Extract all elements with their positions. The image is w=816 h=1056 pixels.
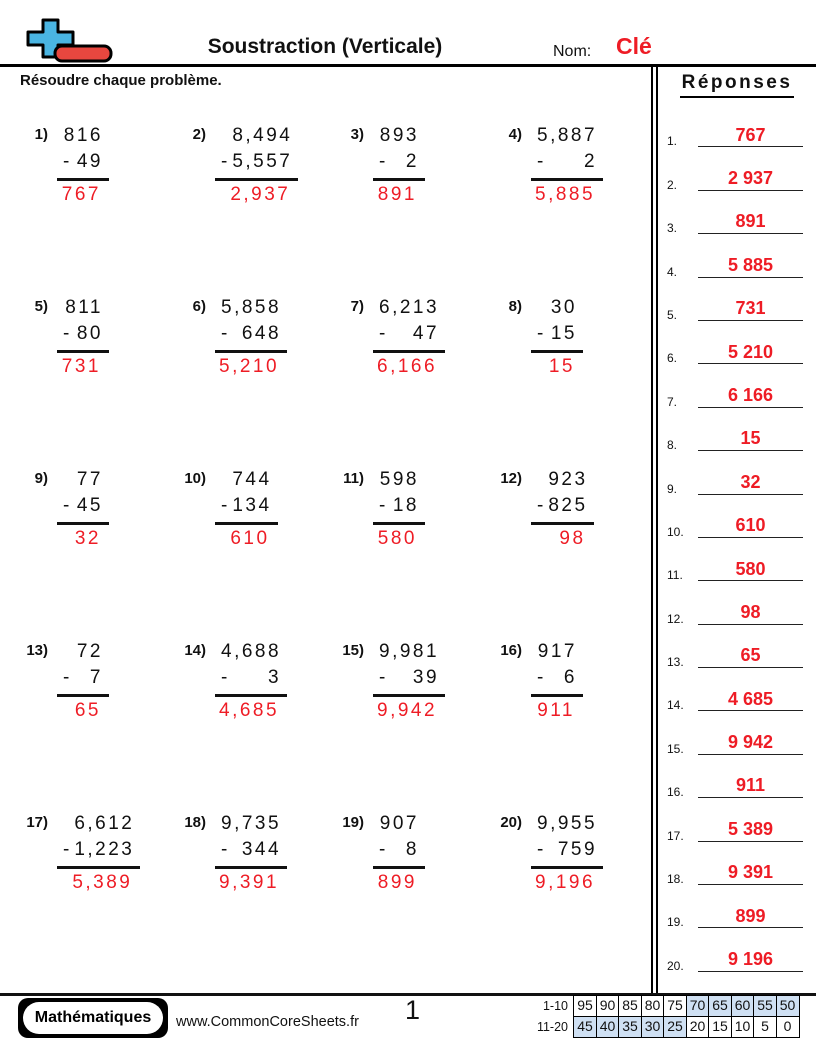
minus-sign: - — [221, 151, 228, 172]
minuend: 811 — [65, 297, 103, 318]
subtraction-block — [57, 467, 109, 525]
subtrahend-row — [379, 149, 419, 175]
answer-number: 3. — [667, 221, 678, 236]
problem-number: 15) — [342, 642, 364, 659]
problem — [14, 295, 172, 467]
problem-number: 8) — [508, 298, 522, 315]
answer-blank — [698, 343, 803, 365]
answer-blank — [698, 950, 803, 972]
problem-answer: 767 — [61, 184, 101, 205]
problem-answer: 5,885 — [535, 184, 596, 205]
subtrahend: 648 — [241, 323, 282, 344]
problem-answer: 9,391 — [219, 872, 280, 893]
grading-row — [528, 1016, 800, 1038]
minuend: 6,612 — [74, 813, 135, 834]
grading-cell: 80 — [641, 995, 665, 1017]
problem-column — [373, 123, 425, 206]
subtrahend: 5,557 — [232, 151, 293, 172]
problem-column — [531, 295, 583, 378]
answer-blank — [698, 690, 803, 712]
answer-value: 9 942 — [727, 732, 774, 753]
answer-value: 911 — [735, 775, 766, 796]
subtraction-block — [373, 811, 425, 869]
answer-value: 9 391 — [727, 862, 774, 883]
website-text: www.CommonCoreSheets.fr — [176, 1014, 359, 1030]
subtrahend-row — [221, 493, 272, 519]
subtrahend: 825 — [548, 495, 588, 516]
minuend: 744 — [232, 469, 272, 490]
subtrahend: 49 — [76, 151, 103, 172]
problem-number: 10) — [184, 470, 206, 487]
problem — [488, 639, 646, 811]
brand-label: Mathématiques — [23, 1002, 163, 1034]
problem-number: 1) — [34, 126, 48, 143]
problem-column — [215, 467, 278, 550]
subtraction-block — [373, 295, 445, 353]
brand-badge — [18, 998, 168, 1038]
problem — [172, 811, 330, 983]
answer-item — [658, 801, 816, 844]
problem — [330, 123, 488, 295]
subtrahend: 80 — [76, 323, 103, 344]
answer-item — [658, 888, 816, 931]
problem-answer: 5,389 — [72, 872, 133, 893]
answer-blank — [698, 429, 803, 451]
answer-number: 4. — [667, 264, 678, 279]
problem — [172, 123, 330, 295]
minus-sign: - — [63, 839, 70, 860]
minuend: 4,688 — [221, 641, 282, 662]
answer-value: 9 196 — [727, 949, 774, 970]
grading-cell: 60 — [731, 995, 755, 1017]
answer-item — [658, 367, 816, 410]
problem-number: 7) — [350, 298, 364, 315]
minuend: 893 — [379, 125, 419, 146]
subtrahend: 45 — [76, 495, 103, 516]
answer-value: 5 210 — [727, 341, 774, 362]
answer-item — [658, 281, 816, 324]
minus-sign: - — [63, 151, 70, 172]
problem — [330, 295, 488, 467]
subtrahend: 6 — [563, 667, 577, 688]
minus-sign: - — [63, 323, 70, 344]
page-title: Soustraction (Verticale) — [207, 35, 443, 58]
minus-sign: - — [379, 323, 386, 344]
subtraction-block — [57, 639, 109, 697]
answer-number: 19. — [667, 915, 684, 930]
answer-item — [658, 714, 816, 757]
subtrahend-row — [221, 837, 281, 863]
problem — [330, 639, 488, 811]
problem-number: 18) — [184, 814, 206, 831]
minuend: 5,887 — [537, 125, 598, 146]
problem-number: 17) — [26, 814, 48, 831]
grading-cell: 45 — [573, 1016, 597, 1038]
answer-item — [658, 584, 816, 627]
minuend: 6,213 — [379, 297, 440, 318]
subtrahend-row — [537, 665, 577, 691]
answer-blank — [698, 733, 803, 755]
minus-sign: - — [379, 839, 386, 860]
subtrahend-row — [537, 837, 597, 863]
minus-sign: - — [379, 667, 386, 688]
problem — [330, 811, 488, 983]
answer-value: 610 — [735, 515, 766, 536]
problem — [488, 467, 646, 639]
answer-number: 10. — [667, 524, 684, 539]
problem-answer: 731 — [61, 356, 101, 377]
answers-sidebar — [651, 64, 816, 994]
name-value: Clé — [616, 33, 652, 59]
grading-cell: 15 — [708, 1016, 732, 1038]
problem — [172, 467, 330, 639]
answer-value: 6 166 — [727, 384, 774, 405]
grading-cell: 0 — [776, 1016, 800, 1038]
problem-column — [215, 295, 287, 378]
answer-value: 32 — [740, 471, 761, 492]
problem-column — [215, 639, 287, 722]
problem-column — [57, 639, 109, 722]
problem-column — [373, 639, 445, 722]
answer-value: 2 937 — [727, 167, 774, 188]
answer-number: 2. — [667, 177, 678, 192]
minuend: 907 — [379, 813, 419, 834]
subtraction-block — [373, 467, 425, 525]
problem-number: 12) — [500, 470, 522, 487]
grading-cell: 40 — [596, 1016, 620, 1038]
answer-value: 15 — [740, 428, 761, 449]
answer-value: 891 — [735, 211, 766, 232]
problem — [14, 467, 172, 639]
answers-list — [658, 107, 816, 975]
grading-row — [528, 995, 800, 1017]
problem-number: 9) — [34, 470, 48, 487]
answer-item — [658, 845, 816, 888]
minus-sign: - — [221, 495, 228, 516]
problem — [14, 123, 172, 295]
problem-answer: 891 — [377, 184, 417, 205]
grading-cell: 35 — [618, 1016, 642, 1038]
problem-column — [57, 295, 109, 378]
minuend: 9,955 — [537, 813, 598, 834]
grading-cell: 90 — [596, 995, 620, 1017]
answer-item — [658, 194, 816, 237]
grading-cell: 50 — [776, 995, 800, 1017]
subtraction-block — [531, 295, 583, 353]
problem-answer: 911 — [537, 700, 575, 721]
subtrahend-row — [537, 149, 597, 175]
answer-item — [658, 411, 816, 454]
answer-value: 5 389 — [727, 818, 774, 839]
minus-sign: - — [221, 667, 228, 688]
minuend: 9,735 — [221, 813, 282, 834]
grading-cell: 75 — [663, 995, 687, 1017]
answer-number: 20. — [667, 958, 684, 973]
answer-number: 14. — [667, 698, 684, 713]
problem-answer: 580 — [377, 528, 417, 549]
answer-blank — [698, 169, 803, 191]
answer-value: 65 — [740, 645, 761, 666]
subtrahend-row — [63, 493, 103, 519]
answer-number: 18. — [667, 872, 684, 887]
answer-item — [658, 150, 816, 193]
subtrahend: 15 — [550, 323, 577, 344]
subtrahend: 344 — [241, 839, 282, 860]
subtrahend: 47 — [412, 323, 440, 344]
problem-column — [531, 467, 594, 550]
answer-number: 15. — [667, 741, 684, 756]
problem-number: 4) — [508, 126, 522, 143]
subtraction-block — [373, 123, 425, 181]
answer-item — [658, 671, 816, 714]
problem-answer: 9,942 — [377, 700, 438, 721]
answer-number: 13. — [667, 655, 684, 670]
problem-number: 20) — [500, 814, 522, 831]
minus-sign: - — [537, 495, 544, 516]
answer-value: 5 885 — [727, 254, 774, 275]
problem — [14, 639, 172, 811]
subtrahend-row — [379, 665, 439, 691]
name-label: Nom: — [553, 43, 592, 60]
grading-cell: 25 — [663, 1016, 687, 1038]
problem-answer: 32 — [74, 528, 101, 549]
minuend: 598 — [379, 469, 419, 490]
grading-cell: 55 — [753, 995, 777, 1017]
subtrahend: 2 — [583, 151, 598, 172]
grading-table — [528, 995, 800, 1038]
subtraction-block — [215, 639, 287, 697]
instruction-text: Résoudre chaque problème. — [20, 72, 222, 89]
minus-sign: - — [379, 495, 386, 516]
subtrahend: 7 — [89, 667, 103, 688]
subtrahend: 134 — [232, 495, 272, 516]
grading-cell: 30 — [641, 1016, 665, 1038]
answer-number: 16. — [667, 785, 684, 800]
subtrahend-row — [379, 837, 419, 863]
subtrahend: 1,223 — [74, 839, 135, 860]
problems-grid — [14, 123, 650, 983]
problem-column — [531, 123, 603, 206]
subtraction-block — [531, 467, 594, 525]
problem-column — [57, 811, 140, 894]
minus-sign: - — [63, 667, 70, 688]
answer-number: 17. — [667, 828, 684, 843]
problem-answer: 9,196 — [535, 872, 596, 893]
subtrahend: 759 — [557, 839, 598, 860]
answer-value: 767 — [735, 124, 766, 145]
answer-number: 11. — [667, 568, 683, 583]
minus-sign: - — [537, 667, 544, 688]
answer-item — [658, 237, 816, 280]
problem-number: 3) — [350, 126, 364, 143]
problem-answer: 899 — [377, 872, 417, 893]
minuend: 30 — [550, 297, 577, 318]
problem-column — [373, 811, 425, 894]
subtraction-block — [531, 123, 603, 181]
problem-column — [215, 811, 287, 894]
minus-sign: - — [221, 323, 228, 344]
answer-blank — [698, 516, 803, 538]
minuend: 917 — [537, 641, 577, 662]
subtrahend: 8 — [405, 839, 419, 860]
answer-item — [658, 931, 816, 974]
minus-sign: - — [537, 323, 544, 344]
subtraction-block — [215, 467, 278, 525]
subtraction-block — [531, 639, 583, 697]
minus-sign: - — [537, 839, 544, 860]
answer-blank — [698, 907, 803, 929]
answer-blank — [698, 863, 803, 885]
grading-row-label: 11-20 — [536, 1019, 568, 1034]
problem — [488, 123, 646, 295]
answer-item — [658, 498, 816, 541]
problem-answer: 98 — [559, 528, 586, 549]
subtrahend-row — [221, 665, 281, 691]
subtrahend-row — [379, 493, 419, 519]
problem-number: 2) — [192, 126, 206, 143]
answer-blank — [698, 256, 803, 278]
subtrahend-row — [379, 321, 439, 347]
minus-sign: - — [63, 495, 70, 516]
minuend: 72 — [76, 641, 103, 662]
problem-column — [57, 123, 109, 206]
problem-answer: 65 — [74, 700, 101, 721]
grading-cell: 95 — [573, 995, 597, 1017]
subtrahend-row — [221, 321, 281, 347]
problem-number: 5) — [34, 298, 48, 315]
answer-item — [658, 628, 816, 671]
subtraction-block — [215, 811, 287, 869]
minuend: 923 — [548, 469, 588, 490]
answer-blank — [698, 212, 803, 234]
problem-number: 19) — [342, 814, 364, 831]
subtraction-block — [373, 639, 445, 697]
answer-item — [658, 324, 816, 367]
minuend: 8,494 — [232, 125, 293, 146]
minus-sign: - — [537, 151, 544, 172]
problem — [488, 295, 646, 467]
problem-number: 6) — [192, 298, 206, 315]
problem-answer: 4,685 — [219, 700, 280, 721]
answer-number: 1. — [667, 134, 678, 149]
problem-column — [373, 295, 445, 378]
subtrahend: 3 — [267, 667, 282, 688]
problem — [488, 811, 646, 983]
minus-sign: - — [379, 151, 386, 172]
problem-number: 14) — [184, 642, 206, 659]
answer-blank — [698, 126, 803, 148]
grading-cell: 5 — [753, 1016, 777, 1038]
subtrahend-row — [537, 493, 588, 519]
answer-item — [658, 541, 816, 584]
subtrahend-row — [63, 321, 103, 347]
answer-blank — [698, 820, 803, 842]
answer-number: 5. — [667, 307, 678, 322]
subtrahend-row — [63, 837, 134, 863]
answer-blank — [698, 646, 803, 668]
problem-answer: 610 — [230, 528, 270, 549]
problem-number: 13) — [26, 642, 48, 659]
subtraction-block — [215, 123, 298, 181]
problem-number: 11) — [343, 470, 364, 487]
subtraction-block — [531, 811, 603, 869]
subtraction-block — [57, 123, 109, 181]
answer-number: 9. — [667, 481, 678, 496]
grading-cell: 70 — [686, 995, 710, 1017]
problem-column — [531, 811, 603, 894]
answer-value: 98 — [740, 601, 761, 622]
answer-value: 580 — [735, 558, 766, 579]
subtraction-block — [215, 295, 287, 353]
problem-number: 16) — [500, 642, 522, 659]
problem — [172, 639, 330, 811]
subtraction-block — [57, 295, 109, 353]
grading-row-label: 1-10 — [542, 999, 568, 1013]
subtrahend-row — [63, 149, 103, 175]
grading-cell: 65 — [708, 995, 732, 1017]
minus-sign: - — [221, 839, 228, 860]
problem-column — [373, 467, 425, 550]
problem-column — [215, 123, 298, 206]
subtrahend-row — [63, 665, 103, 691]
minuend: 5,858 — [221, 297, 282, 318]
answer-number: 8. — [667, 438, 678, 453]
subtrahend: 2 — [405, 151, 419, 172]
subtrahend: 18 — [392, 495, 419, 516]
answer-blank — [698, 560, 803, 582]
answers-title: Réponses — [680, 72, 795, 98]
answer-value: 4 685 — [727, 688, 774, 709]
answer-blank — [698, 603, 803, 625]
answer-value: 899 — [735, 905, 766, 926]
answer-blank — [698, 299, 803, 321]
subtrahend-row — [537, 321, 577, 347]
grading-cell: 10 — [731, 1016, 755, 1038]
answer-number: 6. — [667, 351, 678, 366]
subtrahend-row — [221, 149, 292, 175]
problem — [330, 467, 488, 639]
problem-answer: 15 — [548, 356, 575, 377]
page-number: 1 — [405, 995, 421, 1025]
answer-value: 731 — [735, 298, 766, 319]
answer-blank — [698, 776, 803, 798]
answer-item — [658, 758, 816, 801]
minuend: 816 — [63, 125, 103, 146]
grading-cell: 20 — [686, 1016, 710, 1038]
subtrahend: 39 — [412, 667, 440, 688]
answer-blank — [698, 386, 803, 408]
problem — [14, 811, 172, 983]
minuend: 9,981 — [379, 641, 440, 662]
problem-answer: 2,937 — [230, 184, 291, 205]
answer-number: 12. — [667, 611, 684, 626]
subtraction-block — [57, 811, 140, 869]
problem-column — [57, 467, 109, 550]
problem-column — [531, 639, 583, 722]
problem-answer: 5,210 — [219, 356, 280, 377]
problem-answer: 6,166 — [377, 356, 438, 377]
answer-item — [658, 454, 816, 497]
minuend: 77 — [76, 469, 103, 490]
answer-blank — [698, 473, 803, 495]
answer-number: 7. — [667, 394, 678, 409]
grading-cell: 85 — [618, 995, 642, 1017]
problem — [172, 295, 330, 467]
answer-item — [658, 107, 816, 150]
